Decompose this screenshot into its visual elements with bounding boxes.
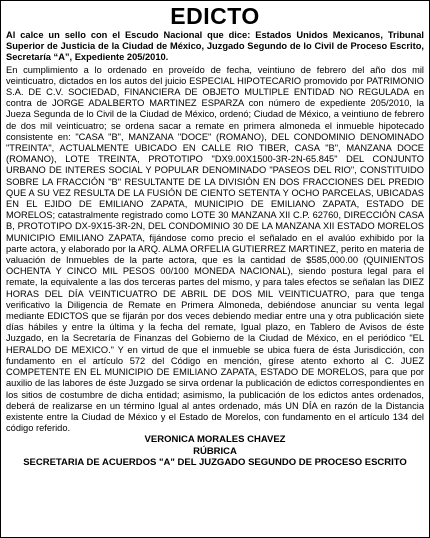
signatory-name: VERONICA MORALES CHAVEZ bbox=[144, 434, 286, 446]
seal-description: Al calce un sello con el Escudo Nacional que dice: Estados Unidos Mexicanos, Tribunal Superior de Justicia de la Ciudad de México, Juzgado Segundo de lo Civil de Proceso Escrito, Secretaría “A”, Expediente 205/2010. bbox=[6, 30, 424, 63]
notice-title: EDICTO bbox=[170, 3, 260, 29]
signature-rubric: RÚBRICA bbox=[193, 445, 237, 457]
signatory-position: SECRETARIA DE ACUERDOS "A" DEL JUZGADO SEGUNDO DE PROCESO ESCRITO bbox=[23, 457, 407, 469]
notice-body: En cumplimiento a lo ordenado en proveído de fecha, veintiuno de febrero del año dos mil veinticuatro, dictados en los autos del juicio ESPECIAL HIPOTECARIO promovido por PATRIMONIO S.A. DE C.V. SOCIEDAD, FINANCIERA DE OBJETO MULTIPLE ENTIDAD NO REGULADA en contra de JORGE ADALBERTO MARTINEZ ESPARZA con número de expediente 205/2010, la Jueza Segunda de lo Civil de la Ciudad de México, ordenó; Ciudad de México, a veintiuno de febrero de dos mil veinticuatro; se ordena sacar a remate en primera almoneda el inmueble hipotecado consistente en: "CASA "B", MANZANA "DOCE" (ROMANO), DEL CONDOMINIO DENOMINADO "TREINTA", ACTUALMENTE UBICADO EN CALLE RIO TIBER, CASA "B", MANZANA DOCE (ROMANO), LOTE TREINTA, PROTOTIPO "DX9.00X1500-3R-2N-65.845" DEL CONJUNTO URBANO DE INTERES SOCIAL Y POPULAR DENOMINADO "PASEOS DEL RIO", CONSTITUIDO SOBRE LA FRACCIÓN "B" RESULTANTE DE LA DIVISIÓN EN DOS FRACCIONES DEL PREDIO QUE A SU VEZ RESULTA DE LA FUSIÓN DE CIENTO SETENTA Y OCHO PARCELAS, UBICADAS EN EL EJIDO DE EMILIANO ZAPATA, MUNICIPIO DE EMILIANO ZAPATA, ESTADO DE MORELOS; catastralmente registrado como LOTE 30 MANZANA XII C.P. 62760, DIRECCIÓN CASA B, PROTOTIPO DX-9X15-3R-2N, DEL CONDOMINIO 30 DE LA MANZANA XII ESTADO MORELOS MUNICIPIO EMILIANO ZAPATA, fijándose como precio el señalado en el avalúo exhibido por la parte actora, y elaborado por la ARQ. ALMA ORFELIA GUTIERREZ MARTINEZ, perito en materia de valuación de Inmuebles de la parte actora, que es la cantidad de $585,000.00 (QUINIENTOS OCHENTA Y CINCO MIL PESOS 00/100 MONEDA NACIONAL), siendo postura legal para el remate, la equivalente a las dos terceras partes del mismo, y para tales efectos se señalan las DIEZ HORAS DEL DÍA VEINTICUATRO DE ABRIL DE DOS MIL VEINTICUATRO, para que tenga verificativo la Diligencia de Remate en Primera Almoneda, debiéndose anunciar su venta legal mediante EDICTOS que se fijarán por dos veces debiendo mediar entre una y otra publicación siete días hábiles y entre la última y la fecha del remate, Igual plazo, en Tablero de Avisos de éste Juzgado, en la Secretaría de Finanzas del Gobierno de la Ciudad de México, en el periódico "EL HERALDO DE MEXICO." Y en virtud de que el inmueble se ubica fuera de ésta Jurisdicción, con fundamento en el artículo 572 del Código en mención, gírese atento exhorto al C. JUEZ COMPETENTE EN EL MUNICIPIO DE EMILIANO ZAPATA, ESTADO DE MORELOS, para que por auxilio de las labores de éste Juzgado se sirva ordenar la publicación de edictos correspondientes en los sitios de costumbre de dicha entidad; asimismo, la publicación de los edictos antes ordenados, deberá de realizarse en un término Igual al antes ordenado, más UN DÍA en razón de la Distancia existente entre la Ciudad de México y el Estado de Morelos, con fundamento en el artículo 134 del código referido. bbox=[6, 64, 424, 434]
